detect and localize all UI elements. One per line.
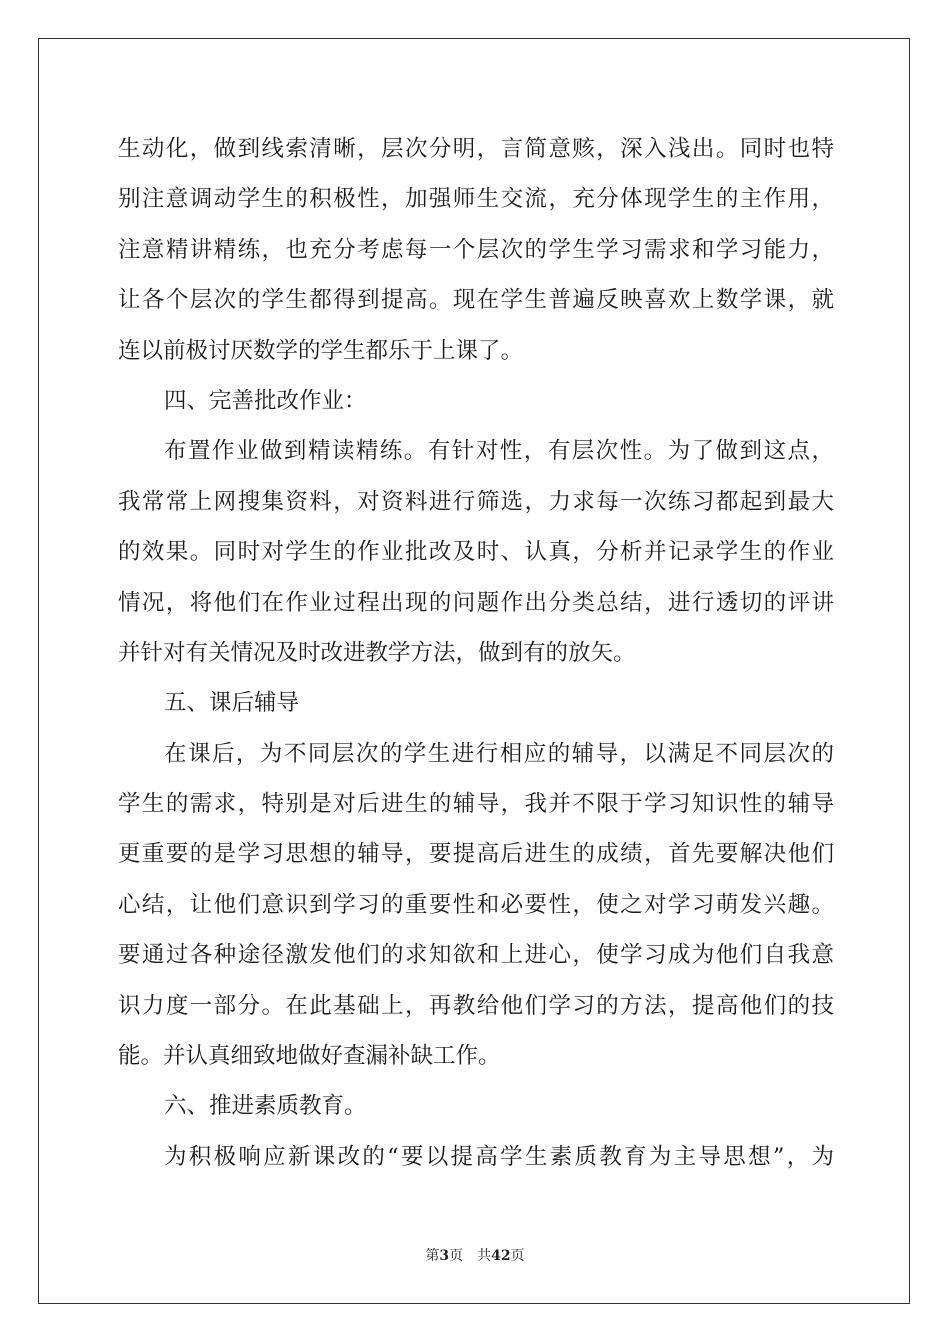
footer-total-prefix: 共: [477, 1248, 492, 1264]
section-heading: 四、完善批改作业：: [164, 387, 367, 414]
text-line: 识力度一部分。在此基础上，再教给他们学习的方法，提高他们的技: [118, 992, 834, 1019]
text-line: 让各个层次的学生都得到提高。现在学生普遍反映喜欢上数学课，就: [118, 287, 834, 314]
text-line: 布置作业做到精读精练。有针对性，有层次性。为了做到这点，: [164, 438, 834, 465]
footer-total-pages: 42: [491, 1248, 511, 1264]
text-line: 情况，将他们在作业过程出现的问题作出分类总结，进行透切的评讲: [118, 589, 834, 616]
section-heading: 六、推进素质教育。: [164, 1093, 367, 1120]
text-line: 生动化，做到线索清晰，层次分明，言简意赅，深入浅出。同时也特: [118, 136, 834, 162]
text-line: 别注意调动学生的积极性，加强师生交流，充分体现学生的主作用，: [118, 186, 834, 213]
section-heading: 五、课后辅导: [164, 690, 300, 717]
text-line: 在课后，为不同层次的学生进行相应的辅导，以满足不同层次的: [164, 740, 834, 767]
text-line: 并针对有关情况及时改进教学方法，做到有的放矢。: [118, 639, 636, 666]
footer-total-suffix: 页: [510, 1248, 525, 1264]
text-line: 要通过各种途径激发他们的求知欲和上进心，使学习成为他们自我意: [118, 942, 834, 969]
text-line: 注意精讲精练，也充分考虑每一个层次的学生学习需求和学习能力，: [118, 236, 834, 263]
footer-page-suffix: 页: [449, 1248, 464, 1264]
footer-page-number: 3: [439, 1248, 450, 1264]
text-line: 为积极响应新课改的“要以提高学生素质教育为主导思想”，为: [164, 1143, 834, 1170]
text-line: 我常常上网搜集资料，对资料进行筛选，力求每一次练习都起到最大: [118, 488, 834, 515]
text-line: 的效果。同时对学生的作业批改及时、认真，分析并记录学生的作业: [118, 539, 834, 566]
footer-page-prefix: 第: [425, 1248, 440, 1264]
text-line: 能。并认真细致地做好查漏补缺工作。: [118, 1043, 501, 1070]
body-text: [118, 124, 834, 1182]
text-line: 学生的需求，特别是对后进生的辅导，我并不限于学习知识性的辅导: [118, 791, 834, 818]
page-footer: [0, 1245, 950, 1265]
text-line: 心结，让他们意识到学习的重要性和必要性，使之对学习萌发兴趣。: [118, 891, 834, 918]
text-line: 更重要的是学习思想的辅导，要提高后进生的成绩，首先要解决他们: [118, 841, 834, 868]
text-line: 连以前极讨厌数学的学生都乐于上课了。: [118, 337, 524, 364]
